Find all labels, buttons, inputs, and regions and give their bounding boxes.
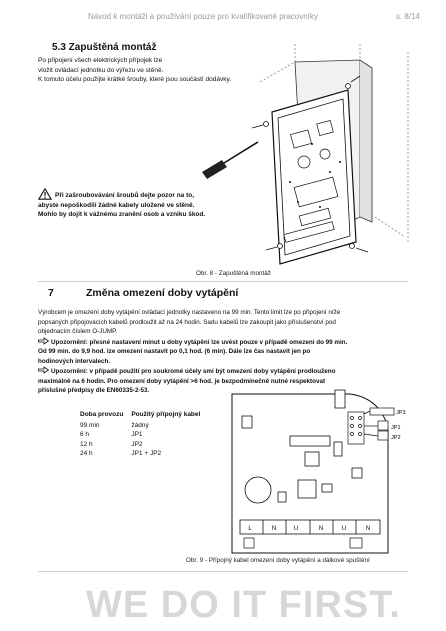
section-7-heading [48, 287, 238, 299]
text-line: Výrobcem je omezení doby vytápění ovládací jednotky nastaveno na 99 min. Tento limit lze po připojení níže [38, 309, 341, 316]
table-cell: JP1 + JP2 [131, 450, 162, 457]
divider [38, 571, 408, 572]
table-header: Použitý přípojný kabel [131, 411, 201, 418]
header-title: Návod k montáži a používání pouze pro kvalifikované pracovníky [88, 12, 318, 21]
terminal-label: N [271, 526, 277, 532]
terminal-label: U [341, 526, 347, 532]
note-text: maximálně na 6 hodin. Pro omezení doby vytápění >6 hod. je bezpodmínečně nutné respektovat [38, 377, 326, 385]
heating-limit-table [80, 410, 208, 459]
terminal-label: N [365, 526, 371, 532]
note-text: přesné nastavení minut u doby vytápění lze uvést pouze v případě omezení do 99 min. [87, 338, 348, 346]
table-cell: JP1 [131, 431, 143, 438]
warning-line: abyste nepoškodili žádné kabely uložené ve stěně. [38, 201, 195, 209]
warning-line: Při zašroubovávání šroubů dejte pozor na to, [55, 192, 195, 199]
section-7-text [38, 308, 410, 396]
table-cell: 99 min [80, 421, 100, 429]
page-number: s. 8/14 [395, 12, 420, 21]
table-row [80, 430, 208, 440]
table-row [80, 449, 208, 459]
flush-mount-figure [200, 42, 410, 272]
note-text: příslušné předpisy dle EN60335-2-53. [38, 387, 150, 394]
table-cell: žádný [131, 421, 149, 429]
note-text: v případě použití pro soukromé účely smí být omezení doby vytápění prodlouženo [87, 368, 336, 375]
text-line: K tomuto účelu použijte krátké šrouby, které jsou součástí dodávky. [38, 76, 232, 83]
note-label: Upozornění: [51, 368, 88, 375]
table-header-row [80, 410, 208, 421]
table-row [80, 440, 208, 450]
terminal-label: N [318, 526, 324, 532]
figure-8-caption: Obr. 8 - Zapuštěná montáž [196, 270, 271, 277]
table-cell: JP2 [131, 440, 143, 448]
footer-slogan: WE DO IT FIRST. [86, 584, 401, 626]
jumper-cable-figure [230, 388, 410, 558]
text-line: objednacím číslem O-JUMP. [38, 328, 118, 335]
table-cell: 6 h [80, 431, 90, 438]
terminal-label: L [248, 526, 252, 532]
text-line: popsaných připojovacích kabelů prodloužit až na 24 hodin. Sadu kabelů lze zakoupit jako příslušenství pod [38, 318, 336, 326]
section-5-3-heading: 5.3 Zapuštěná montáž [52, 42, 157, 53]
terminal-label: U [293, 526, 299, 532]
note-text: hodinových intervalech. [38, 357, 111, 365]
figure-9-caption: Obr. 9 - Přípojný kabel omezení doby vytápění a dálkové spuštění [186, 557, 370, 564]
table-row [80, 421, 208, 431]
jp2-label: JP2 [391, 435, 401, 441]
note-text: Od 99 min. do 9,9 hod. lze omezení nastavit po 0,1 hod. (6 min). Dále lze čas nastavit jen po [38, 348, 311, 355]
section-number: 7 [48, 287, 54, 299]
text-line: vložit ovládací jednotku do výřezu ve stěně. [38, 66, 164, 74]
note-label: Upozornění: [51, 338, 88, 346]
note-hand-icon [38, 366, 49, 374]
section-title: Změna omezení doby vytápění [86, 287, 239, 299]
table-header: Doba provozu [80, 411, 124, 418]
warning-line: Mohlo by dojít k vážnému zranění osob a vzniku škod. [38, 211, 206, 218]
divider [38, 281, 408, 282]
text-line: Po připojení všech elektrických přípojek lze [38, 57, 163, 64]
table-cell: 24 h [80, 450, 93, 457]
note-hand-icon [38, 337, 49, 345]
table-cell: 12 h [80, 440, 93, 448]
jp3-label: JP3 [396, 410, 406, 416]
warning-icon [38, 188, 52, 200]
jp1-label: JP1 [391, 425, 401, 431]
